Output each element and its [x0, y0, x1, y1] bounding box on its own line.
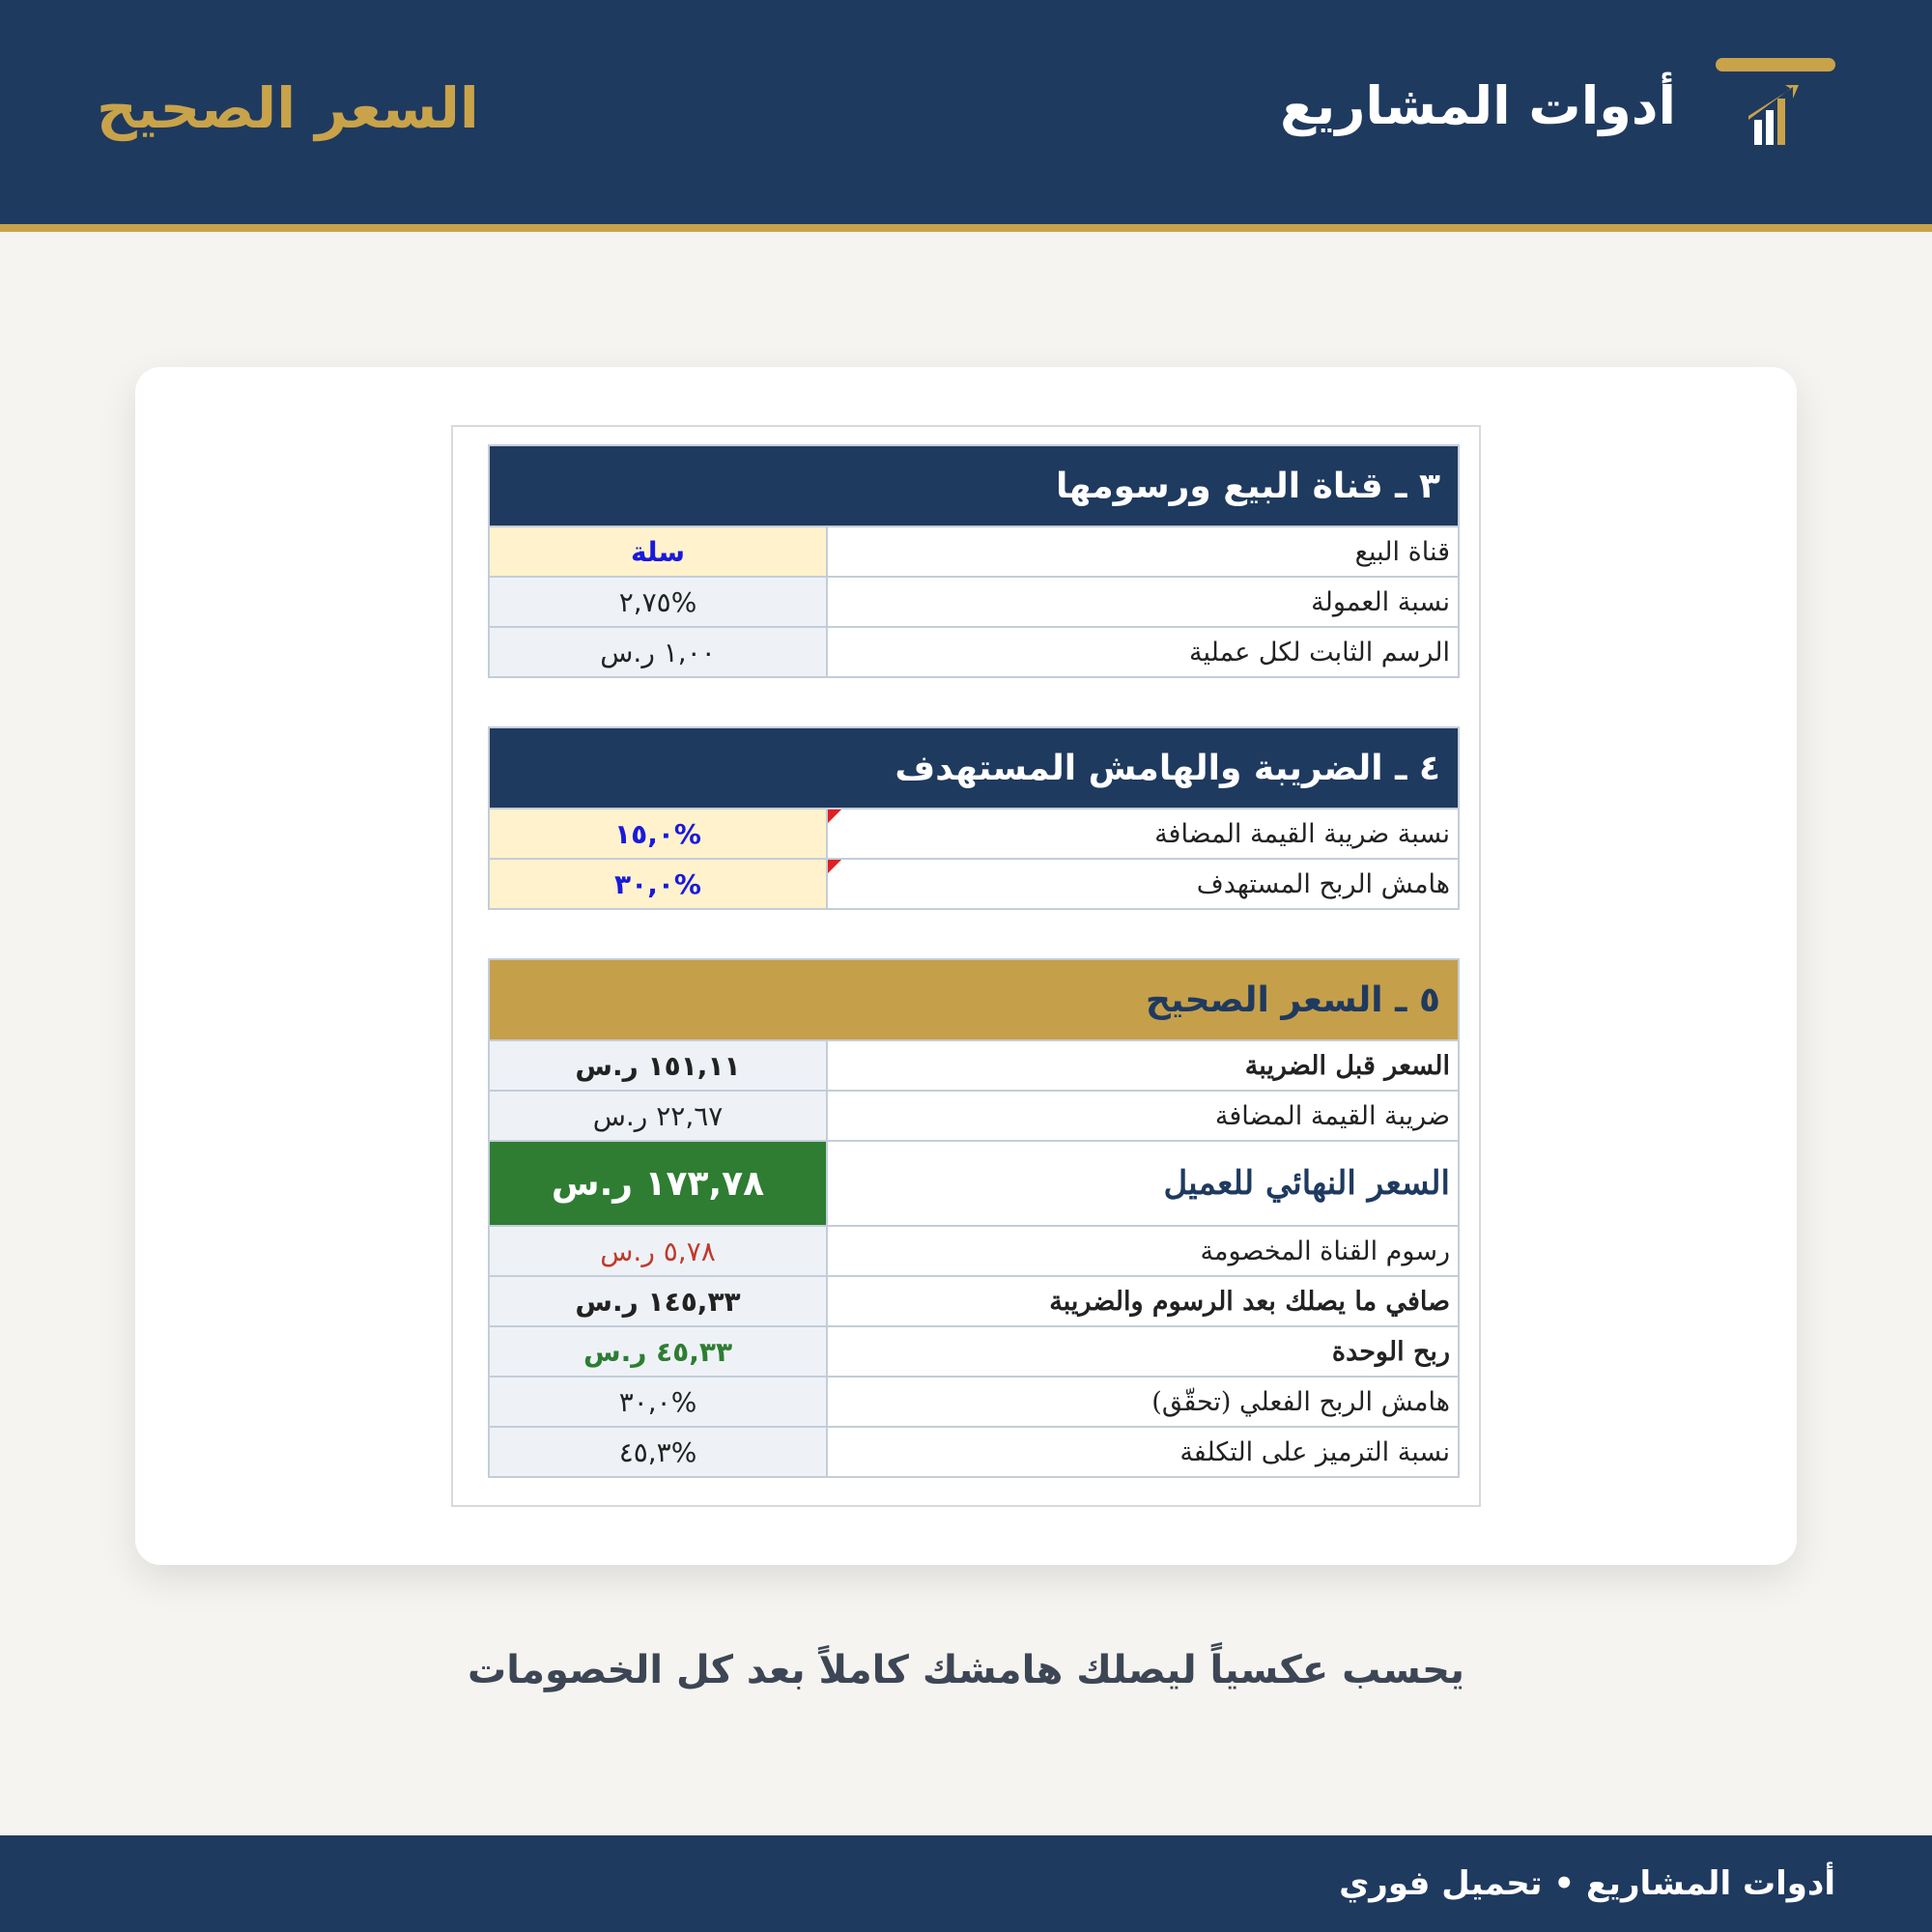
table-row	[488, 1277, 1460, 1327]
table-row	[488, 1327, 1460, 1378]
table-row	[488, 527, 1460, 578]
table-row	[488, 1041, 1460, 1092]
brand-name: أدوات المشاريع	[1280, 75, 1676, 136]
section-header: ٣ ـ قناة البيع ورسومها	[488, 444, 1460, 527]
table-row	[488, 628, 1460, 678]
sales-channel-cell[interactable]: سلة	[490, 527, 826, 576]
row-label: السعر النهائي للعميل	[826, 1142, 1458, 1225]
section-sales-channel	[488, 444, 1460, 678]
caption-text: يحسب عكسياً ليصلك هامشك كاملاً بعد كل الخصومات	[468, 1648, 1464, 1692]
target-margin-cell[interactable]: %٣٠,٠	[490, 860, 826, 908]
row-label: السعر قبل الضريبة	[826, 1041, 1458, 1090]
header-bar	[0, 0, 1932, 232]
table-row	[488, 1227, 1460, 1277]
final-price-cell[interactable]: ١٧٣,٧٨ ر.س	[490, 1142, 826, 1225]
section-tax-margin	[488, 726, 1460, 910]
table-row	[488, 1142, 1460, 1227]
row-label: نسبة العمولة	[826, 578, 1458, 626]
comment-flag-icon[interactable]	[828, 860, 841, 873]
table-row	[488, 1092, 1460, 1142]
row-label: ربح الوحدة	[826, 1327, 1458, 1376]
table-row	[488, 860, 1460, 910]
footer-text: أدوات المشاريع • تحميل فوري	[1339, 1864, 1835, 1903]
table-row	[488, 1378, 1460, 1428]
row-label: ضريبة القيمة المضافة	[826, 1092, 1458, 1140]
row-label: هامش الربح الفعلي (تحقّق)	[826, 1378, 1458, 1426]
actual-margin-cell[interactable]: %٣٠,٠	[490, 1378, 826, 1426]
price-before-tax-cell[interactable]: ١٥١,١١ ر.س	[490, 1041, 826, 1090]
row-label-text: نسبة ضريبة القيمة المضافة	[1154, 818, 1450, 849]
row-label: نسبة الترميز على التكلفة	[826, 1428, 1458, 1476]
row-label: قناة البيع	[826, 527, 1458, 576]
row-label: صافي ما يصلك بعد الرسوم والضريبة	[826, 1277, 1458, 1325]
markup-ratio-cell[interactable]: %٤٥,٣	[490, 1428, 826, 1476]
table-row	[488, 1428, 1460, 1478]
row-label: الرسم الثابت لكل عملية	[826, 628, 1458, 676]
section-correct-price	[488, 958, 1460, 1478]
table-row	[488, 578, 1460, 628]
row-label	[826, 860, 1458, 908]
footer-bar	[0, 1835, 1932, 1932]
row-label	[826, 810, 1458, 858]
page-title: السعر الصحيح	[97, 75, 479, 141]
net-received-cell[interactable]: ١٤٥,٣٣ ر.س	[490, 1277, 826, 1325]
fixed-fee-cell[interactable]: ١,٠٠ ر.س	[490, 628, 826, 676]
section-header: ٤ ـ الضريبة والهامش المستهدف	[488, 726, 1460, 810]
chart-logo-icon	[1716, 56, 1835, 153]
vat-rate-cell[interactable]: %١٥,٠	[490, 810, 826, 858]
table-row	[488, 810, 1460, 860]
commission-rate-cell[interactable]: %٢,٧٥	[490, 578, 826, 626]
row-label: رسوم القناة المخصومة	[826, 1227, 1458, 1275]
unit-profit-cell[interactable]: ٤٥,٣٣ ر.س	[490, 1327, 826, 1376]
vat-amount-cell[interactable]: ٢٢,٦٧ ر.س	[490, 1092, 826, 1140]
channel-fees-cell[interactable]: ٥,٧٨ ر.س	[490, 1227, 826, 1275]
row-label-text: هامش الربح المستهدف	[1196, 868, 1450, 899]
section-header: ٥ ـ السعر الصحيح	[488, 958, 1460, 1041]
comment-flag-icon[interactable]	[828, 810, 841, 823]
